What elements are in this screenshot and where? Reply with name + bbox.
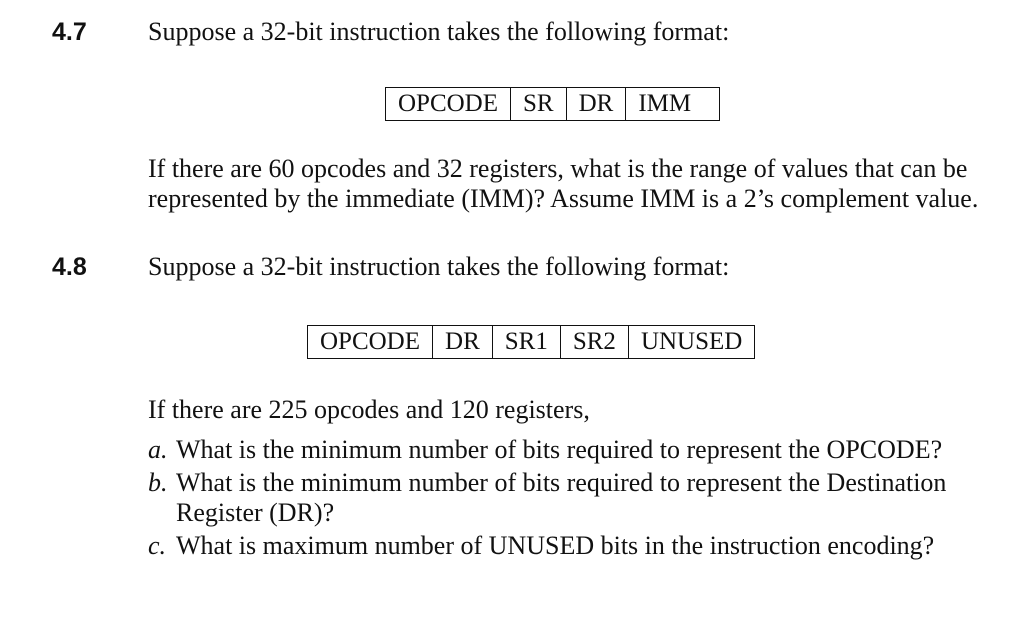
subquestion-c	[148, 531, 968, 561]
subquestion-b	[148, 468, 968, 528]
problem-number: 4.8	[52, 253, 87, 281]
problem-stem: Suppose a 32-bit instruction takes the following format:	[148, 252, 730, 281]
problem-body: If there are 60 opcodes and 32 registers, what is the range of values that can be represented by the immediate (IMM)? Assume IMM is a 2’s complement value.	[148, 154, 979, 213]
subquestion-letter: c.	[148, 531, 167, 560]
format-field-sr2: SR2	[561, 326, 629, 358]
format-field-dr: DR	[567, 88, 627, 120]
subquestion-list	[148, 435, 968, 564]
problem-stem: Suppose a 32-bit instruction takes the following format:	[148, 17, 730, 46]
subquestion-text: What is the minimum number of bits required to represent the OPCODE?	[176, 435, 943, 464]
format-field-opcode: OPCODE	[386, 88, 511, 120]
format-field-sr: SR	[511, 88, 567, 120]
instruction-format-table	[385, 87, 720, 121]
subquestion-text: What is maximum number of UNUSED bits in the instruction encoding?	[176, 531, 935, 560]
format-field-unused: UNUSED	[640, 328, 743, 355]
problem-intro: If there are 225 opcodes and 120 registers,	[148, 395, 590, 424]
instruction-format-table	[307, 325, 755, 359]
subquestion-letter: a.	[148, 435, 168, 464]
format-field-opcode: OPCODE	[308, 326, 433, 358]
problem-number: 4.7	[52, 18, 87, 46]
format-field-dr: DR	[433, 326, 493, 358]
format-field-sr1: SR1	[493, 326, 561, 358]
subquestion-letter: b.	[148, 468, 168, 497]
subquestion-a	[148, 435, 968, 465]
format-field-imm: IMM	[638, 90, 692, 117]
subquestion-text: What is the minimum number of bits required to represent the Destination Register (DR)?	[176, 468, 947, 527]
